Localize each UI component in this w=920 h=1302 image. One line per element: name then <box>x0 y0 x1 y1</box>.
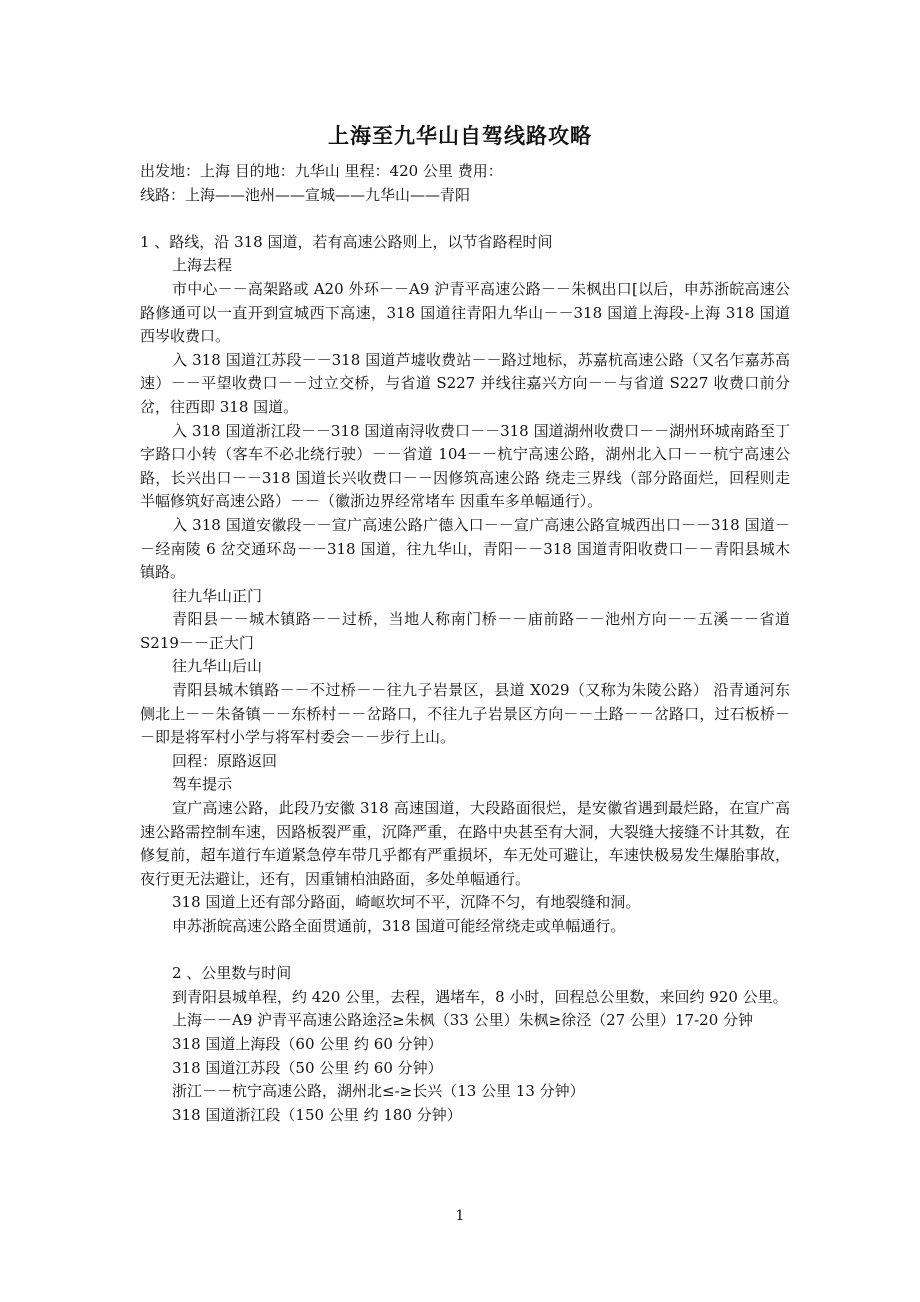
subheading-driving-tips: 驾车提示 <box>172 775 233 794</box>
section-2-heading: 2 、公里数与时间 <box>172 964 292 983</box>
spacer <box>140 939 790 963</box>
paragraph-detour-note: 申苏浙皖高速公路全面贯通前，318 国道可能经常绕走或单幅通行。 <box>172 917 626 935</box>
intro-departure-line: 出发地：上海 目的地：九华山 里程：420 公里 费用： <box>140 162 503 180</box>
subheading-front-gate: 往九华山正门 <box>172 586 263 605</box>
section-1-heading: 1 、路线，沿 318 国道，若有高速公路则上，以节省路程时间 <box>140 232 553 251</box>
distance-line-a9: 上海－－A9 沪青平高速公路途泾≥朱枫（33 公里）朱枫≥徐泾（27 公里）17-20 分钟 <box>172 1011 754 1030</box>
spacer <box>140 207 790 231</box>
distance-line-hangning: 浙江－－杭宁高速公路，湖州北≤-≥长兴（13 公里 13 分钟） <box>172 1082 585 1101</box>
intro-route-line: 线路：上海——池州——宣城——九华山——青阳 <box>140 185 471 204</box>
distance-line-zhejiang: 318 国道浙江段（150 公里 约 180 分钟） <box>172 1105 462 1124</box>
return-trip-line: 回程：原路返回 <box>172 751 278 770</box>
paragraph-jiangsu-section: 入 318 国道江苏段－－318 国道芦墟收费站－－路过地标，苏嘉杭高速公路（又名乍嘉苏高速）－－平望收费口－－过立交桥，与省道 S227 并线往嘉兴方向－－与省道 S227 收费口前分岔，往西即 318 国道。 <box>140 350 790 416</box>
distance-line-shanghai: 318 国道上海段（60 公里 约 60 分钟） <box>172 1034 443 1053</box>
distance-line-jiangsu: 318 国道江苏段（50 公里 约 60 分钟） <box>172 1058 443 1077</box>
paragraph-expressway-warning: 宣广高速公路，此段乃安徽 318 高速国道，大段路面很烂，是安徽省遇到最烂路，在宣广高速公路需控制车速，因路板裂严重，沉降严重，在路中央甚至有大洞，大裂缝大接缝不计其数，在修复前，超车道行车道紧急停车带几乎都有严重损坏，车无处可避让，车速快极易发生爆胎事故，夜行更无法避让，还有，因重铺柏油路面，多处单幅通行。 <box>140 799 790 888</box>
paragraph-road-surface: 318 国道上还有部分路面，崎岖坎坷不平，沉降不匀，有地裂缝和洞。 <box>172 893 641 912</box>
document-title: 上海至九华山自驾线路攻略 <box>328 124 592 148</box>
paragraph-front-gate-route: 青阳县－－城木镇路－－过桥，当地人称南门桥－－庙前路－－池州方向－－五溪－－省道 S219－－正大门 <box>140 610 790 652</box>
subheading-outbound: 上海去程 <box>172 256 233 275</box>
document-body <box>140 160 790 1127</box>
paragraph-city-route: 市中心－－高架路或 A20 外环－－A9 沪青平高速公路－－朱枫出口[以后，申苏浙皖高速公路修通可以一直开到宣城西下高速，318 国道往青阳九华山－－318 国道上海段-上海 318 国道西岑收费口。 <box>140 279 790 346</box>
page-number: 1 <box>455 1208 465 1224</box>
paragraph-distance-summary: 到青阳县城单程，约 420 公里，去程，遇堵车，8 小时，回程总公里数，来回约 920 公里。 <box>172 987 788 1006</box>
subheading-back-mountain: 往九华山后山 <box>172 657 263 676</box>
paragraph-anhui-section: 入 318 国道安徽段－－宣广高速公路广德入口－－宣广高速公路宣城西出口－－318 国道－－经南陵 6 岔交通环岛－－318 国道，往九华山，青阳－－318 国道青阳收费口－－青阳县城木镇路。 <box>140 515 790 582</box>
paragraph-back-mountain-route: 青阳县城木镇路－－不过桥－－往九子岩景区，县道 X029（又称为朱陵公路） 沿青通河东侧北上－－朱备镇－－东桥村－－岔路口，不往九子岩景区方向－－土路－－岔路口，过石板桥－－即是将军村小学与将军村委会－－步行上山。 <box>140 681 790 747</box>
paragraph-zhejiang-section: 入 318 国道浙江段－－318 国道南浔收费口－－318 国道湖州收费口－－湖州环城南路至丁字路口小转（客车不必北绕行驶）－－省道 104－－杭宁高速公路，湖州北入口－－杭宁高速公路，长兴出口－－318 国道长兴收费口－－因修筑高速公路 绕走三界线（部分路面烂，回程则走半幅修筑好高速公路）－－（徽浙边界经常堵车 因重车多单幅通行）。 <box>140 421 790 511</box>
